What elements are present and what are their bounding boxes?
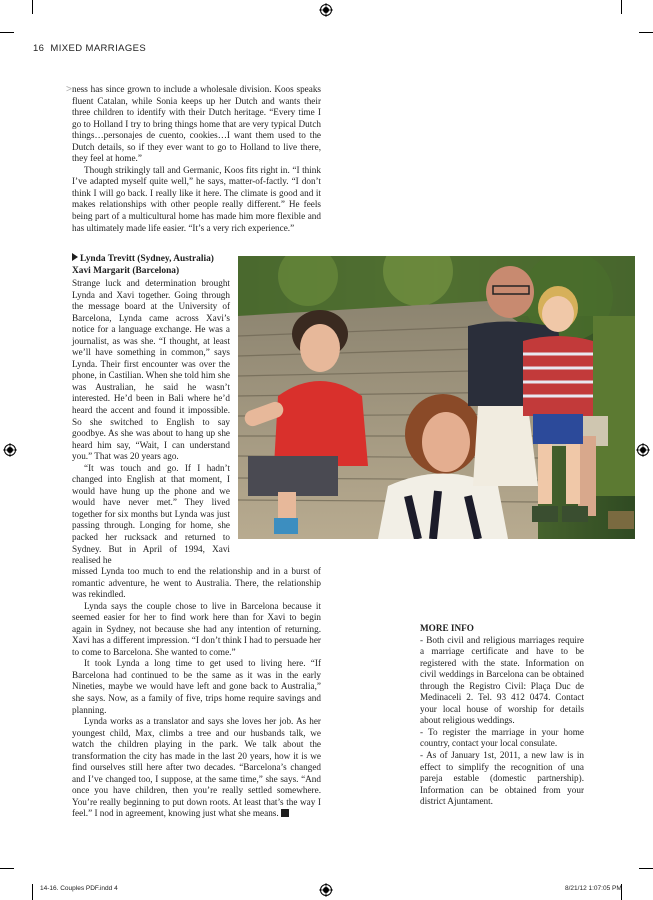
more-info-item: - Both civil and religious marriages require a marriage certificate and have to be registered with the state. Information on civil weddings in Barcelona can be obtained through the Registro Civil: Plaça Duc de Medinaceli 2. Tel. 93 412 0474. Contact your local house of worship for details about religious weddings.: [420, 634, 584, 726]
body-paragraph: Lynda says the couple chose to live in Barcelona because it seemed easier for her to find work here than for Xavi to begin again in Sydney, not because she had any intention of returning. Xavi has a different impression. “I don’t think I had to persuade her to come to Barcelona. She wanted to come.”: [72, 600, 321, 657]
couple-heading-line1: Lynda Trevitt (Sydney, Australia): [80, 254, 214, 264]
body-paragraph: “It was touch and go. If I hadn’t changed into English at that moment, I would have hung up the phone and we would have never met.” They lived together for six months but Lynda was just passing through. Longing for home, she packed her rucksack and returned to Sydney. But in April of 1994, Xavi realised he: [72, 462, 230, 566]
crop-mark: [0, 868, 14, 869]
narrow-column-text: [72, 278, 230, 567]
body-paragraph: Lynda works as a translator and says she loves her job. As her youngest child, Max, climbs a tree and our husbands talk, we watch the children playing in the park. We talk about the transformation the city has made in the last 20 years, how it is we find ourselves still here after two decades. “Barcelona’s changed and I’ve changed too, I suppose, at the same time,” she says. “And once you have children, then you’re really settled somewhere. You’re really beginning to put down roots. At least that’s the way I feel.” I nod in agreement, knowing just what she means.: [72, 716, 321, 819]
section-title: MIXED MARRIAGES: [50, 43, 147, 54]
couple-heading: [72, 253, 242, 277]
body-paragraph: It took Lynda a long time to get used to living here. “If Barcelona had continued to be the same as it was in the early Nineties, maybe we would have left and gone back to Australia,” she says. Now, as a family of five, trips home require savings and planning.: [72, 658, 321, 715]
lower-body-text: [72, 566, 321, 820]
triangle-bullet-icon: [72, 253, 78, 261]
crop-mark: [621, 0, 622, 14]
family-photo: [238, 256, 635, 539]
body-paragraph: Strange luck and determination brought Lynda and Xavi together. Going through the message board at the University of Barcelona, Lynda came across Xavi’s notice for a language exchange. He was a journalist, as was she. “I thought, at least we’ll have something in common,” says Lynda. Their first encounter was over the phone, in Castilian. When she told him she was Australian, he said he wasn’t interested. He’d been in Bali where he’d heard the accent and found it impossible. So she switched to English to say goodbye. As she was about to hang up she heard him say, “Wait, I can understand you.” That was 20 years ago.: [72, 278, 230, 462]
continuation-marker: >: [66, 84, 72, 95]
slug-filename: 14-16. Couples PDF.indd 4: [40, 885, 118, 892]
slug-timestamp: 8/21/12 1:07:05 PM: [565, 885, 622, 892]
crop-mark: [32, 884, 33, 900]
more-info-box: [420, 623, 584, 808]
more-info-item: - To register the marriage in your home country, contact your local consulate.: [420, 726, 584, 749]
page-number: 16: [33, 43, 45, 54]
more-info-title: MORE INFO: [420, 623, 474, 633]
registration-mark-icon: [636, 443, 650, 457]
registration-mark-icon: [3, 443, 17, 457]
more-info-item: - As of January 1st, 2011, a new law is in effect to simplify the recognition of una pareja estable (domestic partnership). Information can be obtained from your district Ajuntament.: [420, 750, 584, 807]
crop-mark: [0, 32, 14, 33]
crop-mark: [639, 32, 653, 33]
crop-mark: [32, 0, 33, 14]
intro-paragraph: ness has since grown to include a wholesale division. Koos speaks fluent Catalan, while Sonia keeps up her Dutch and wants their three children to identify with their Dutch heritage. “Every time I go to Holland I try to bring things home that are very typical Dutch things…personajes de cuento, cookies…I want them used to the Dutch details, so if they ever want to go to Holland to live there, they feel at home.”: [72, 84, 321, 164]
intro-paragraph: Though strikingly tall and Germanic, Koos fits right in. “I think I’ve adapted myself quite well,” he says, matter-of-factly. “I don’t think I will go back. I really like it here. The climate is good and it makes relationships with other people really different.” He feels being part of a multicultural home has made him more flexible and has ultimately made life easier. “It’s a very rich experience.”: [72, 164, 321, 233]
crop-mark: [639, 868, 653, 869]
end-of-article-icon: [281, 809, 289, 817]
registration-mark-icon: [319, 883, 333, 897]
registration-mark-icon: [319, 3, 333, 17]
couple-heading-line2: Xavi Margarit (Barcelona): [72, 266, 180, 276]
running-header: [33, 43, 146, 54]
body-paragraph: missed Lynda too much to end the relationship and in a burst of romantic adventure, he went to Australia. There, the relationship was rekindled.: [72, 566, 321, 600]
intro-text: [72, 84, 321, 234]
